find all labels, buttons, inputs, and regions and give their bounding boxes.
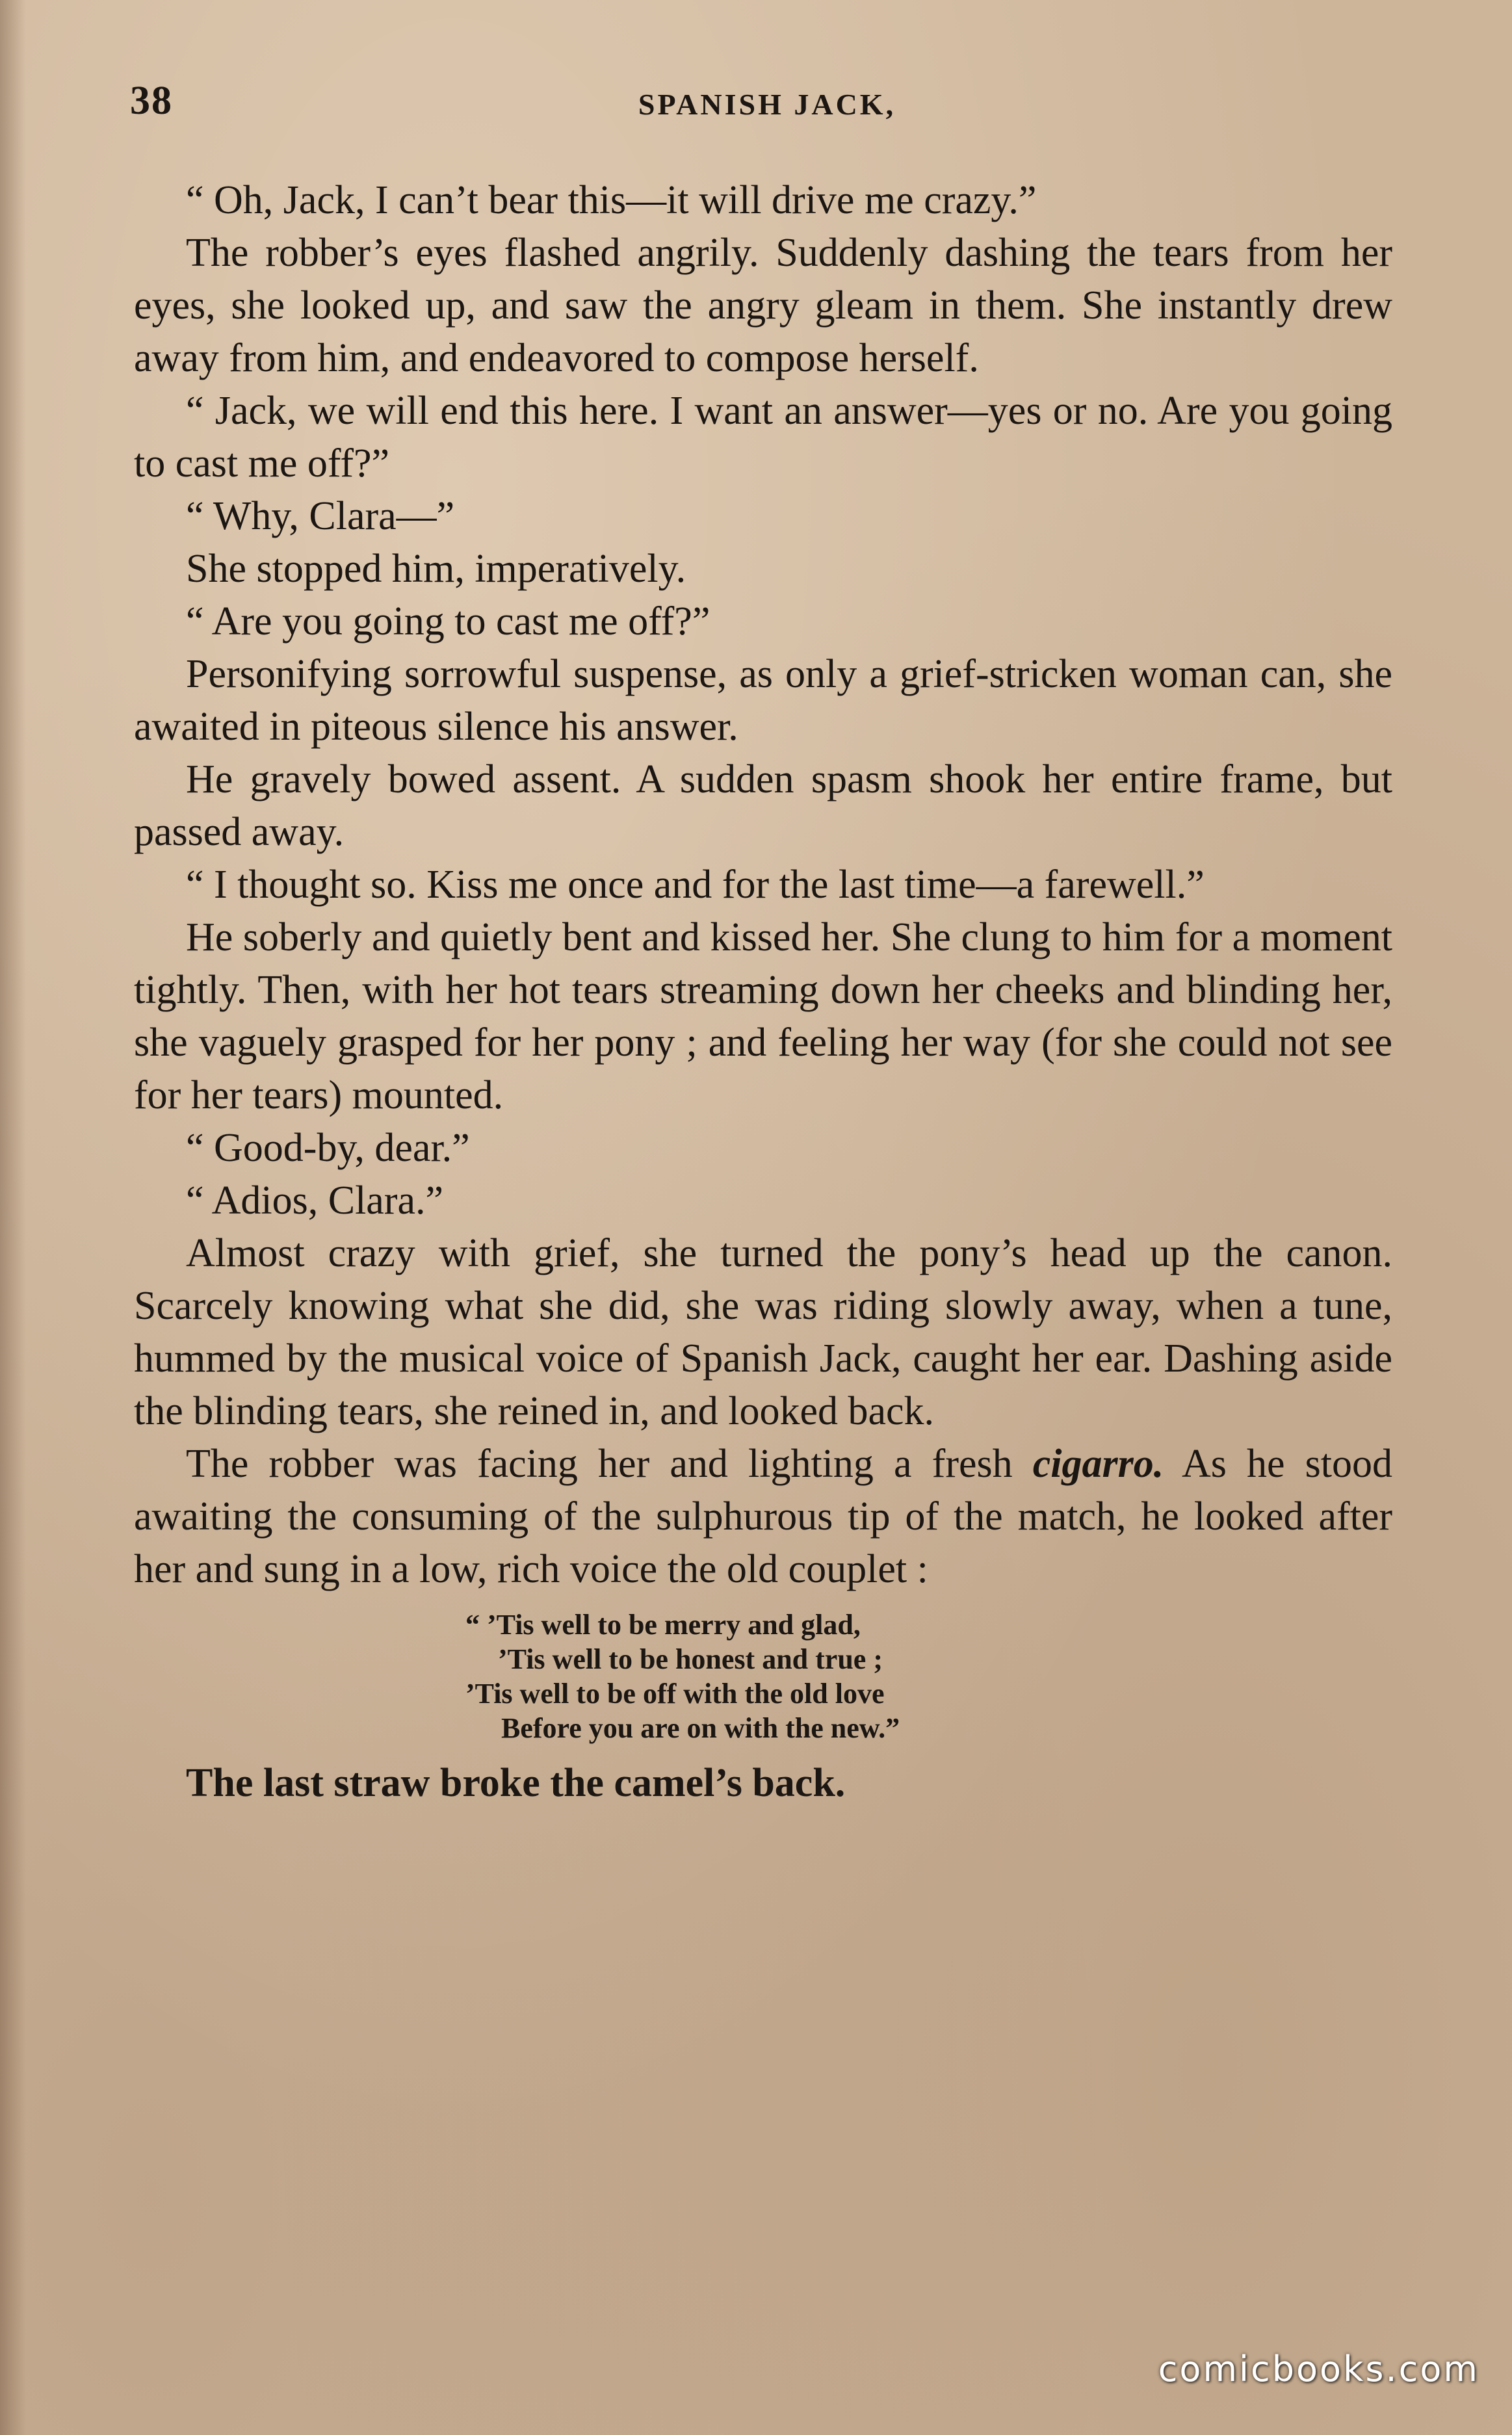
page-number: 38 bbox=[130, 79, 173, 123]
paragraph: The robber’s eyes flashed angrily. Suddenly dashing the tears from her eyes, she looked up, and saw the angry gleam in them. She instantly drew away from him, and endeavored to compose herself. bbox=[134, 231, 1392, 380]
verse-line: “ ’Tis well to be merry and glad, bbox=[465, 1609, 861, 1641]
paragraph: “ Jack, we will end this here. I want an answer—yes or no. Are you going to cast me off?” bbox=[134, 389, 1392, 486]
page-header bbox=[130, 78, 1404, 130]
paragraph: “ Oh, Jack, I can’t bear this—it will drive me crazy.” bbox=[186, 178, 1037, 222]
paragraph: Personifying sorrowful suspense, as only a grief-stricken woman can, she awaited in piteous silence his answer. bbox=[134, 652, 1392, 749]
verse-line: Before you are on with the new.” bbox=[501, 1712, 900, 1744]
verse-line: ’Tis well to be off with the old love bbox=[465, 1678, 885, 1710]
running-head: SPANISH JACK, bbox=[638, 88, 896, 121]
watermark: comicbooks.com bbox=[1158, 2349, 1479, 2389]
verse-line: ’Tis well to be honest and true ; bbox=[498, 1643, 883, 1675]
paragraph-with-italic bbox=[134, 1438, 1392, 1596]
paragraph: “ Why, Clara—” bbox=[186, 494, 455, 538]
paragraph: She stopped him, imperatively. bbox=[186, 547, 686, 591]
paragraph: “ Good-by, dear.” bbox=[186, 1126, 470, 1170]
italic-word: cigarro. bbox=[1032, 1442, 1164, 1486]
paragraph: Almost crazy with grief, she turned the pony’s head up the canon. Scarcely knowing what she did, she was riding slowly away, when a tune, hummed by the musical voice of Spanish Jack, caught her ear. Dashing aside the blinding tears, she reined in, and looked back. bbox=[134, 1231, 1392, 1433]
paragraph: “ I thought so. Kiss me once and for the last time—a farewell.” bbox=[186, 863, 1205, 907]
verse-couplet bbox=[134, 1608, 1392, 1745]
closing-line: The last straw broke the camel’s back. bbox=[186, 1761, 846, 1805]
paragraph: “ Are you going to cast me off?” bbox=[186, 599, 710, 644]
body-text bbox=[134, 174, 1392, 1810]
paragraph-text: As he stood awaiting the consuming of the sulphurous tip of the match, he looked after her and sung in a low, rich voice the old couplet : bbox=[134, 1442, 1392, 1591]
paragraph: He soberly and quietly bent and kissed her. She clung to him for a moment tightly. Then, with her hot tears streaming down her cheeks and blinding her, she vaguely grasped for her pony ; and feeling her way (for she could not see for her tears) mounted. bbox=[134, 915, 1392, 1117]
paragraph: He gravely bowed assent. A sudden spasm shook her entire frame, but passed away. bbox=[134, 757, 1392, 854]
page-edge-shadow bbox=[0, 0, 26, 2435]
paragraph: “ Adios, Clara.” bbox=[186, 1178, 444, 1223]
paragraph-text: The robber was facing her and lighting a fresh bbox=[186, 1442, 1033, 1486]
